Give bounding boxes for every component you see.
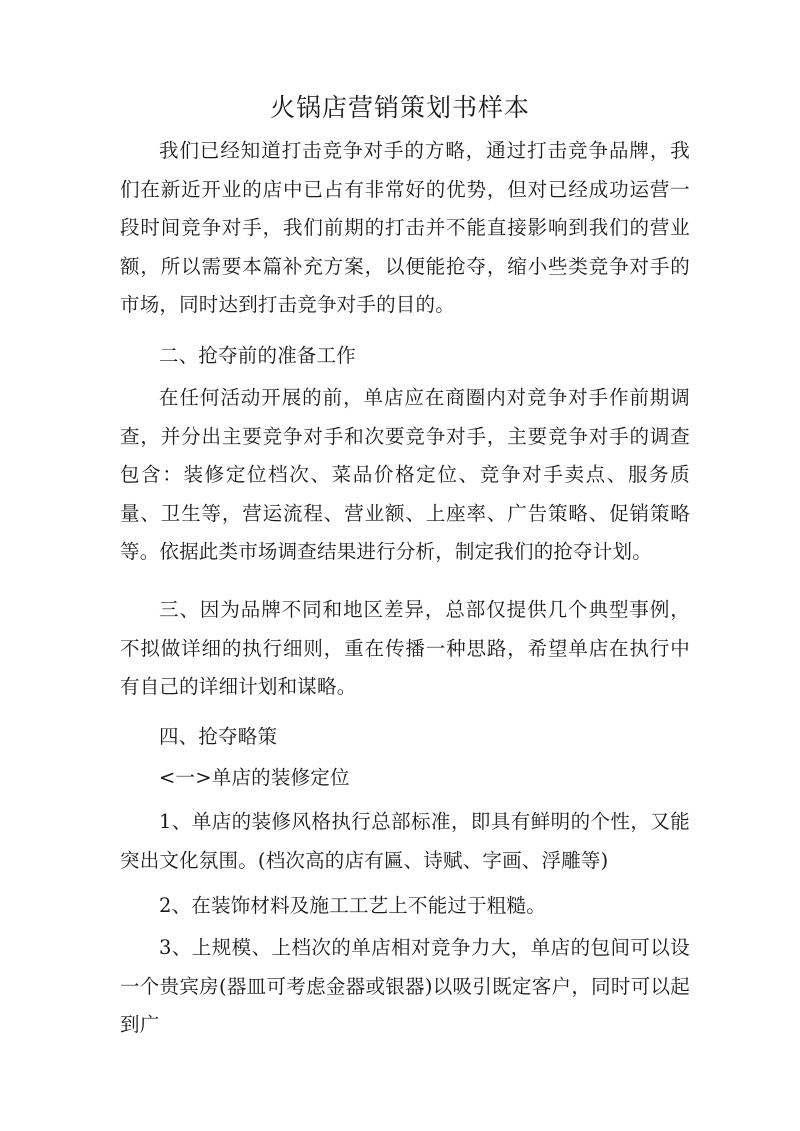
paragraph-preparation: 在任何活动开展的前，单店应在商圈内对竞争对手作前期调查，并分出主要竞争对手和次要竞争对手，主要竞争对手的调查包含：装修定位档次、菜品价格定位、竞争对手卖点、服务质量、卫生等，营运流程、营业额、上座率、广告策略、促销策略等。依据此类市场调查结果进行分析，制定我们的抢夺计划。 (120, 386, 690, 563)
list-item-1: 1、单店的装修风格执行总部标准，即具有鲜明的个性，又能突出文化氛围。(档次高的店有匾、诗赋、字画、浮雕等) (120, 810, 690, 872)
paragraph-brand-differences: 三、因为品牌不同和地区差异，总部仅提供几个典型事例，不拟做详细的执行细则，重在传播一种思路，希望单店在执行中有自己的详细计划和谋略。 (120, 598, 690, 698)
subsection-heading-decoration: <一>单店的装修定位 (159, 766, 350, 789)
paragraph-intro: 我们已经知道打击竞争对手的方略，通过打击竞争品牌，我们在新近开业的店中已占有非常好的优势，但对已经成功运营一段时间竞争对手，我们前期的打击并不能直接影响到我们的营业额，所以需要本篇补充方案，以便能抢夺，缩小些类竞争对手的市场，同时达到打击竞争对手的目的。 (120, 139, 690, 316)
document-title: 火锅店营销策划书样本 (269, 93, 530, 122)
section-heading-preparation: 二、抢夺前的准备工作 (159, 344, 357, 367)
list-item-2: 2、在装饰材料及施工工艺上不能过于粗糙。 (159, 894, 546, 917)
list-item-3: 3、上规模、上档次的单店相对竞争力大，单店的包间可以设一个贵宾房(器皿可考虑金器或银器)以吸引既定客户，同时可以起到广 (120, 936, 690, 1036)
section-heading-strategy: 四、抢夺略策 (159, 725, 278, 748)
